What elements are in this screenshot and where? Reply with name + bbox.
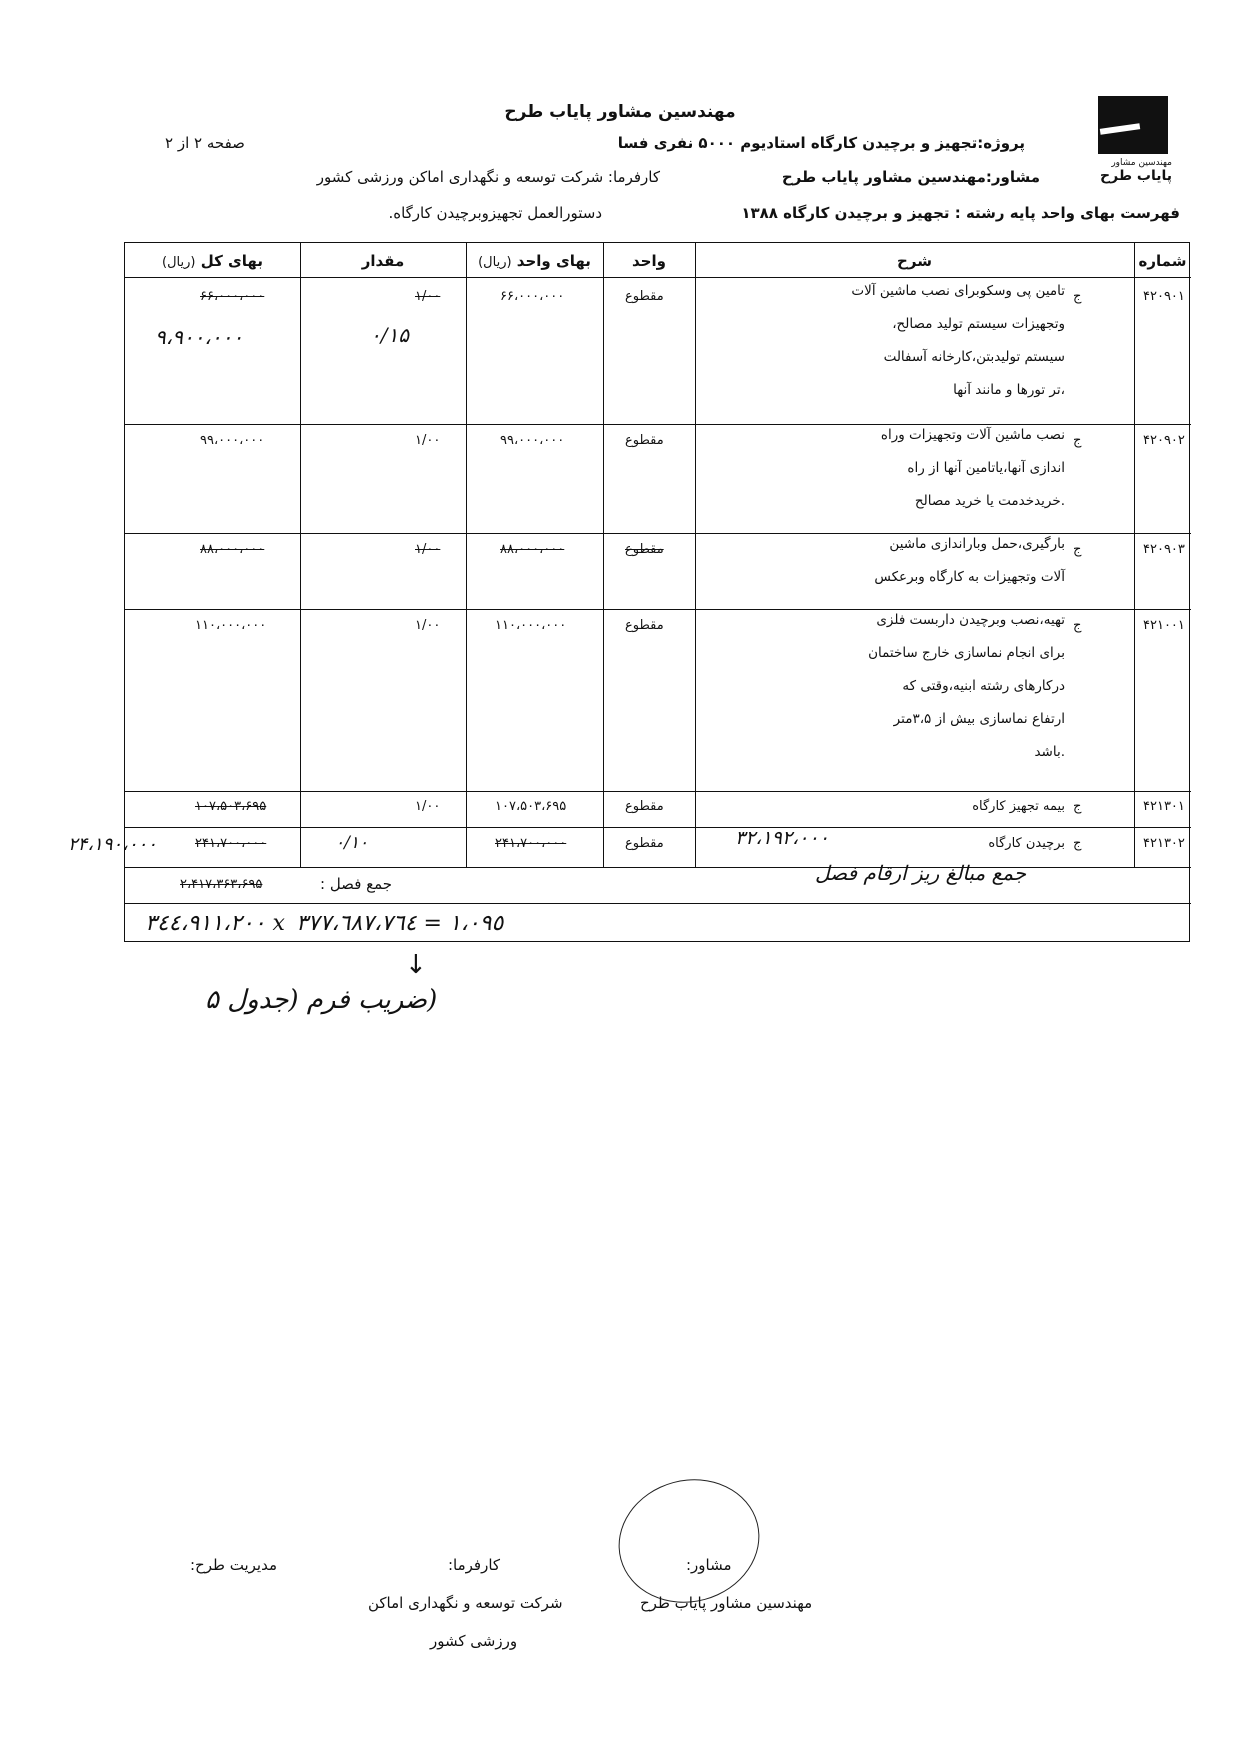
table-row-6-quantity: ۰/۱۰ xyxy=(335,833,369,853)
management-signature-label: مدیریت طرح: xyxy=(190,1556,277,1574)
table-row-1-description: تامین پی وسکوبرای نصب ماشین آلات وتجهیزات سیستم تولید مصالح، سیستم تولیدبتن،کارخانه آسفالت ،تر تورها و مانند آنها xyxy=(851,283,1065,398)
logo-caption-small: مهندسین مشاور xyxy=(1111,158,1172,168)
table-row-2-unit: مقطوع xyxy=(625,433,664,448)
table-row-5-description: بیمه تجهیز کارگاه xyxy=(972,799,1065,814)
table-row-6-unit: مقطوع xyxy=(625,836,664,851)
table-row-4-flag: ج xyxy=(1073,618,1082,633)
table-row-3-number: ۴۲۰۹۰۳ xyxy=(1143,542,1185,557)
table-row-3-total: ۸۸،۰۰۰،۰۰۰ xyxy=(200,542,265,557)
project-line: پروژه:تجهیز و برچیدن کارگاه استادیوم ۵۰۰۰ نفری فسا xyxy=(617,134,1025,152)
table-row-1-unit: مقطوع xyxy=(625,289,664,304)
table-row-1-total-handwritten: ۹،۹۰۰،۰۰۰ xyxy=(155,325,244,349)
col-description-header: شرح xyxy=(897,252,932,270)
employer-name-line-2: ورزشی کشور xyxy=(430,1632,518,1650)
table-row-6-description-handwritten: ۳۲،۱۹۲،۰۰۰ xyxy=(735,827,829,849)
table-row-4-description: تهیه،نصب وبرچیدن داربست فلزی برای انجام نماسازی خارج ساختمان درکارهای رشته ابنیه،وقتی که ارتفاع نماسازی بیش از ۳،۵متر .باشد xyxy=(868,612,1065,760)
price-list-line: فهرست بهای واحد پایه رشته : تجهیز و برچیدن کارگاه ۱۳۸۸ xyxy=(741,204,1180,222)
logo-caption: پایاب طرح xyxy=(1100,168,1172,184)
col-unit-header: واحد xyxy=(632,252,666,270)
table-row-1-quantity: ۱/۰۰ xyxy=(415,289,441,304)
table-row-4-quantity: ۱/۰۰ xyxy=(415,618,441,633)
table-row-5-unit-price: ۱۰۷،۵۰۳،۶۹۵ xyxy=(495,799,567,814)
table-row-3-quantity: ۱/۰۰ xyxy=(415,542,441,557)
company-title: مهندسین مشاور پایاب طرح xyxy=(504,102,736,122)
table-row-5-number: ۴۲۱۳۰۱ xyxy=(1143,799,1185,814)
table-row-4-unit: مقطوع xyxy=(625,618,664,633)
handwritten-note: (ضریب فرم (جدول ۵ xyxy=(205,985,438,1015)
table-row-6-description: برچیدن کارگاه xyxy=(988,836,1065,851)
instruction-line: دستورالعمل تجهیزوبرچیدن کارگاه. xyxy=(388,204,602,222)
consultant-line: مشاور:مهندسین مشاور پایاب طرح xyxy=(781,168,1040,186)
col-unit-price-header xyxy=(466,245,603,277)
consultant-name: مهندسین مشاور پایاب طرح xyxy=(640,1594,813,1612)
col-unit-price-currency: (ریال) xyxy=(478,255,512,270)
col-total-currency: (ریال) xyxy=(162,255,196,270)
table-row-2-quantity: ۱/۰۰ xyxy=(415,433,441,448)
table-row-1-flag: ج xyxy=(1073,289,1082,304)
table-row-2-total: ۹۹،۰۰۰،۰۰۰ xyxy=(200,433,265,448)
col-total-label: بهای کل xyxy=(200,252,263,270)
table-row-1-number: ۴۲۰۹۰۱ xyxy=(1143,289,1185,304)
total-handwritten-note: جمع مبالغ ریز ارقام فصل xyxy=(815,861,1027,885)
arrow-down-icon: ↓ xyxy=(405,950,427,980)
table-row-6-flag: ج xyxy=(1073,836,1082,851)
table-row-1-total: ۶۶،۰۰۰،۰۰۰ xyxy=(200,289,265,304)
table-row-5-unit: مقطوع xyxy=(625,799,664,814)
table-row-3-unit: مقطوع xyxy=(625,542,664,557)
margin-handwritten-figure: ۲۴،۱۹۰،۰۰۰ xyxy=(68,834,157,855)
price-table xyxy=(124,242,1190,942)
employer-name-line-1: شرکت توسعه و نگهداری اماکن xyxy=(368,1594,563,1612)
table-row-2-flag: ج xyxy=(1073,433,1082,448)
table-row-5-flag: ج xyxy=(1073,799,1082,814)
table-row-5-quantity: ۱/۰۰ xyxy=(415,799,441,814)
col-quantity-header: مقدار xyxy=(361,252,405,270)
col-unit-price-label: بهای واحد xyxy=(516,252,591,270)
total-label: جمع فصل : xyxy=(320,875,393,893)
col-total-header xyxy=(125,245,300,277)
table-row-2-number: ۴۲۰۹۰۲ xyxy=(1143,433,1185,448)
employer-signature-label: کارفرما: xyxy=(448,1556,501,1574)
table-row-6-unit-price: ۲۴۱،۷۰۰،۰۰۰ xyxy=(495,836,567,851)
table-row-3-description: بارگیری،حمل وباراندازی ماشین آلات وتجهیزات به کارگاه وبرعکس xyxy=(874,536,1065,585)
table-row-4-number: ۴۲۱۰۰۱ xyxy=(1143,618,1185,633)
page-number: صفحه ۲ از ۲ xyxy=(165,134,245,152)
table-row-4-unit-price: ۱۱۰،۰۰۰،۰۰۰ xyxy=(495,618,567,633)
table-row-1-quantity-handwritten: ۰/۱۵ xyxy=(370,323,409,347)
table-row-6-number: ۴۲۱۳۰۲ xyxy=(1143,836,1185,851)
table-row-6-total: ۲۴۱،۷۰۰،۰۰۰ xyxy=(195,836,267,851)
table-row-5-total: ۱۰۷،۵۰۳،۶۹۵ xyxy=(195,799,267,814)
table-row-3-flag: ج xyxy=(1073,542,1082,557)
table-row-3-unit-price: ۸۸،۰۰۰،۰۰۰ xyxy=(500,542,565,557)
table-row-2-description: نصب ماشین آلات وتجهیزات وراه اندازی آنها،یاتامین آنها از راه .خریدخدمت یا خرید مصالح xyxy=(880,427,1065,509)
table-row-1-unit-price: ۶۶،۰۰۰،۰۰۰ xyxy=(500,289,565,304)
consultant-signature-label: مشاور: xyxy=(686,1556,732,1574)
employer-line: کارفرما: شرکت توسعه و نگهداری اماکن ورزشی کشور xyxy=(316,168,660,186)
table-row-2-unit-price: ۹۹،۰۰۰،۰۰۰ xyxy=(500,433,565,448)
formula-line: ٣٤٤،٩١١،٢٠٠ x ١،٠٩٥ = ٣٧٧،٦٨٧،٧٦٤ xyxy=(145,911,504,936)
total-value: ۲،۴۱۷،۳۶۳،۶۹۵ xyxy=(180,877,263,892)
col-number-header: شماره xyxy=(1138,252,1187,270)
table-row-4-total: ۱۱۰،۰۰۰،۰۰۰ xyxy=(195,618,267,633)
